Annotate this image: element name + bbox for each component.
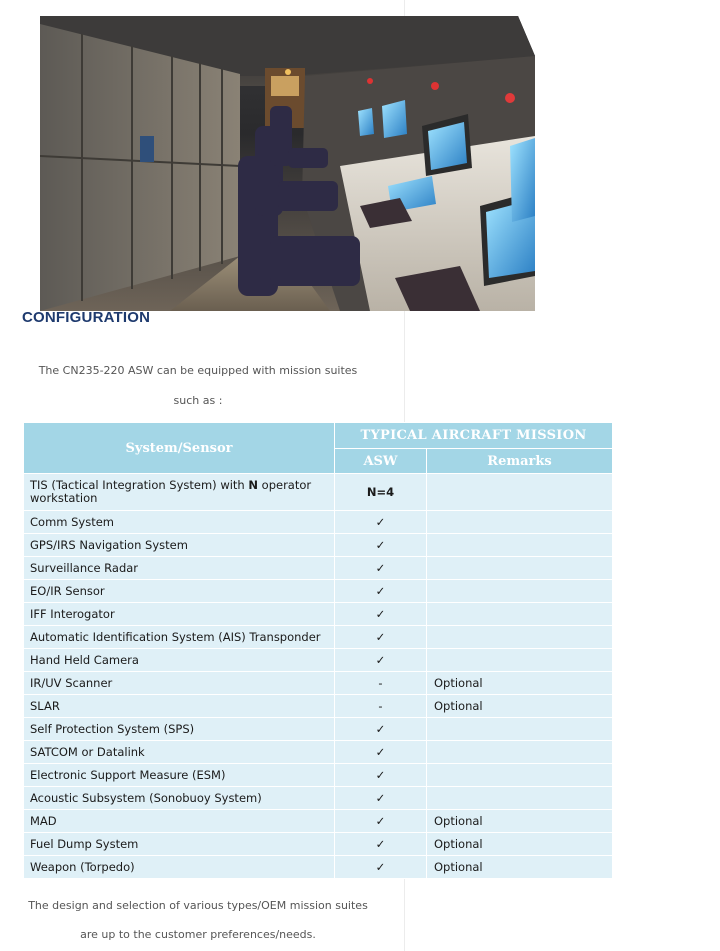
table-row [24,718,613,741]
remarks-cell [427,603,613,626]
header-system-sensor: System/Sensor [24,423,335,474]
table-row [24,810,613,833]
asw-cell: ✓ [335,603,427,626]
mission-cabin-photo [40,16,535,311]
asw-cell: ✓ [335,718,427,741]
asw-cell: ✓ [335,511,427,534]
system-cell: Weapon (Torpedo) [24,856,335,879]
system-cell: IR/UV Scanner [24,672,335,695]
system-cell: Surveillance Radar [24,557,335,580]
table-row [24,603,613,626]
remarks-cell [427,787,613,810]
intro-text [20,356,376,416]
table-row [24,534,613,557]
table-row [24,511,613,534]
system-cell: SATCOM or Datalink [24,741,335,764]
asw-cell: N=4 [335,474,427,511]
asw-cell: ✓ [335,741,427,764]
system-cell: IFF Interogator [24,603,335,626]
system-cell: Fuel Dump System [24,833,335,856]
remarks-cell [427,474,613,511]
table-row [24,672,613,695]
asw-cell: ✓ [335,833,427,856]
table-row [24,741,613,764]
remarks-cell: Optional [427,810,613,833]
system-cell: Comm System [24,511,335,534]
system-cell: MAD [24,810,335,833]
remarks-cell [427,741,613,764]
closing-line-2: are up to the customer preferences/needs. [80,928,316,941]
asw-cell: ✓ [335,787,427,810]
asw-cell: ✓ [335,580,427,603]
remarks-cell: Optional [427,856,613,879]
header-remarks: Remarks [427,449,613,474]
section-heading: CONFIGURATION [22,309,151,326]
remarks-cell [427,557,613,580]
table-row [24,557,613,580]
intro-line-1: The CN235-220 ASW can be equipped with mission suites [38,364,358,377]
remarks-cell [427,534,613,557]
table-row [24,474,613,511]
asw-cell: ✓ [335,557,427,580]
table-row [24,856,613,879]
table-row [24,833,613,856]
system-cell: Automatic Identification System (AIS) Transponder [24,626,335,649]
table-row [24,626,613,649]
asw-cell: - [335,695,427,718]
asw-cell: - [335,672,427,695]
asw-cell: ✓ [335,626,427,649]
table-row [24,649,613,672]
system-cell: Hand Held Camera [24,649,335,672]
system-cell: Self Protection System (SPS) [24,718,335,741]
remarks-cell [427,626,613,649]
intro-line-2: such as : [173,394,223,407]
asw-cell: ✓ [335,856,427,879]
system-cell: SLAR [24,695,335,718]
remarks-cell [427,764,613,787]
header-typical-aircraft-mission: TYPICAL AIRCRAFT MISSION [335,423,613,449]
remarks-cell: Optional [427,672,613,695]
system-cell: Electronic Support Measure (ESM) [24,764,335,787]
system-cell: GPS/IRS Navigation System [24,534,335,557]
closing-line-1: The design and selection of various types/OEM mission suites [28,899,368,912]
closing-text [20,891,376,949]
system-cell: Acoustic Subsystem (Sonobuoy System) [24,787,335,810]
asw-cell: ✓ [335,810,427,833]
remarks-cell [427,718,613,741]
remarks-cell [427,580,613,603]
remarks-cell [427,649,613,672]
table-row [24,764,613,787]
table-row [24,787,613,810]
system-cell: TIS (Tactical Integration System) with N operator workstation [24,474,335,511]
table-row [24,580,613,603]
asw-cell: ✓ [335,649,427,672]
remarks-cell: Optional [427,833,613,856]
asw-cell: ✓ [335,764,427,787]
configuration-table [23,422,613,879]
system-cell: EO/IR Sensor [24,580,335,603]
asw-cell: ✓ [335,534,427,557]
header-asw: ASW [335,449,427,474]
table-row [24,695,613,718]
remarks-cell: Optional [427,695,613,718]
remarks-cell [427,511,613,534]
